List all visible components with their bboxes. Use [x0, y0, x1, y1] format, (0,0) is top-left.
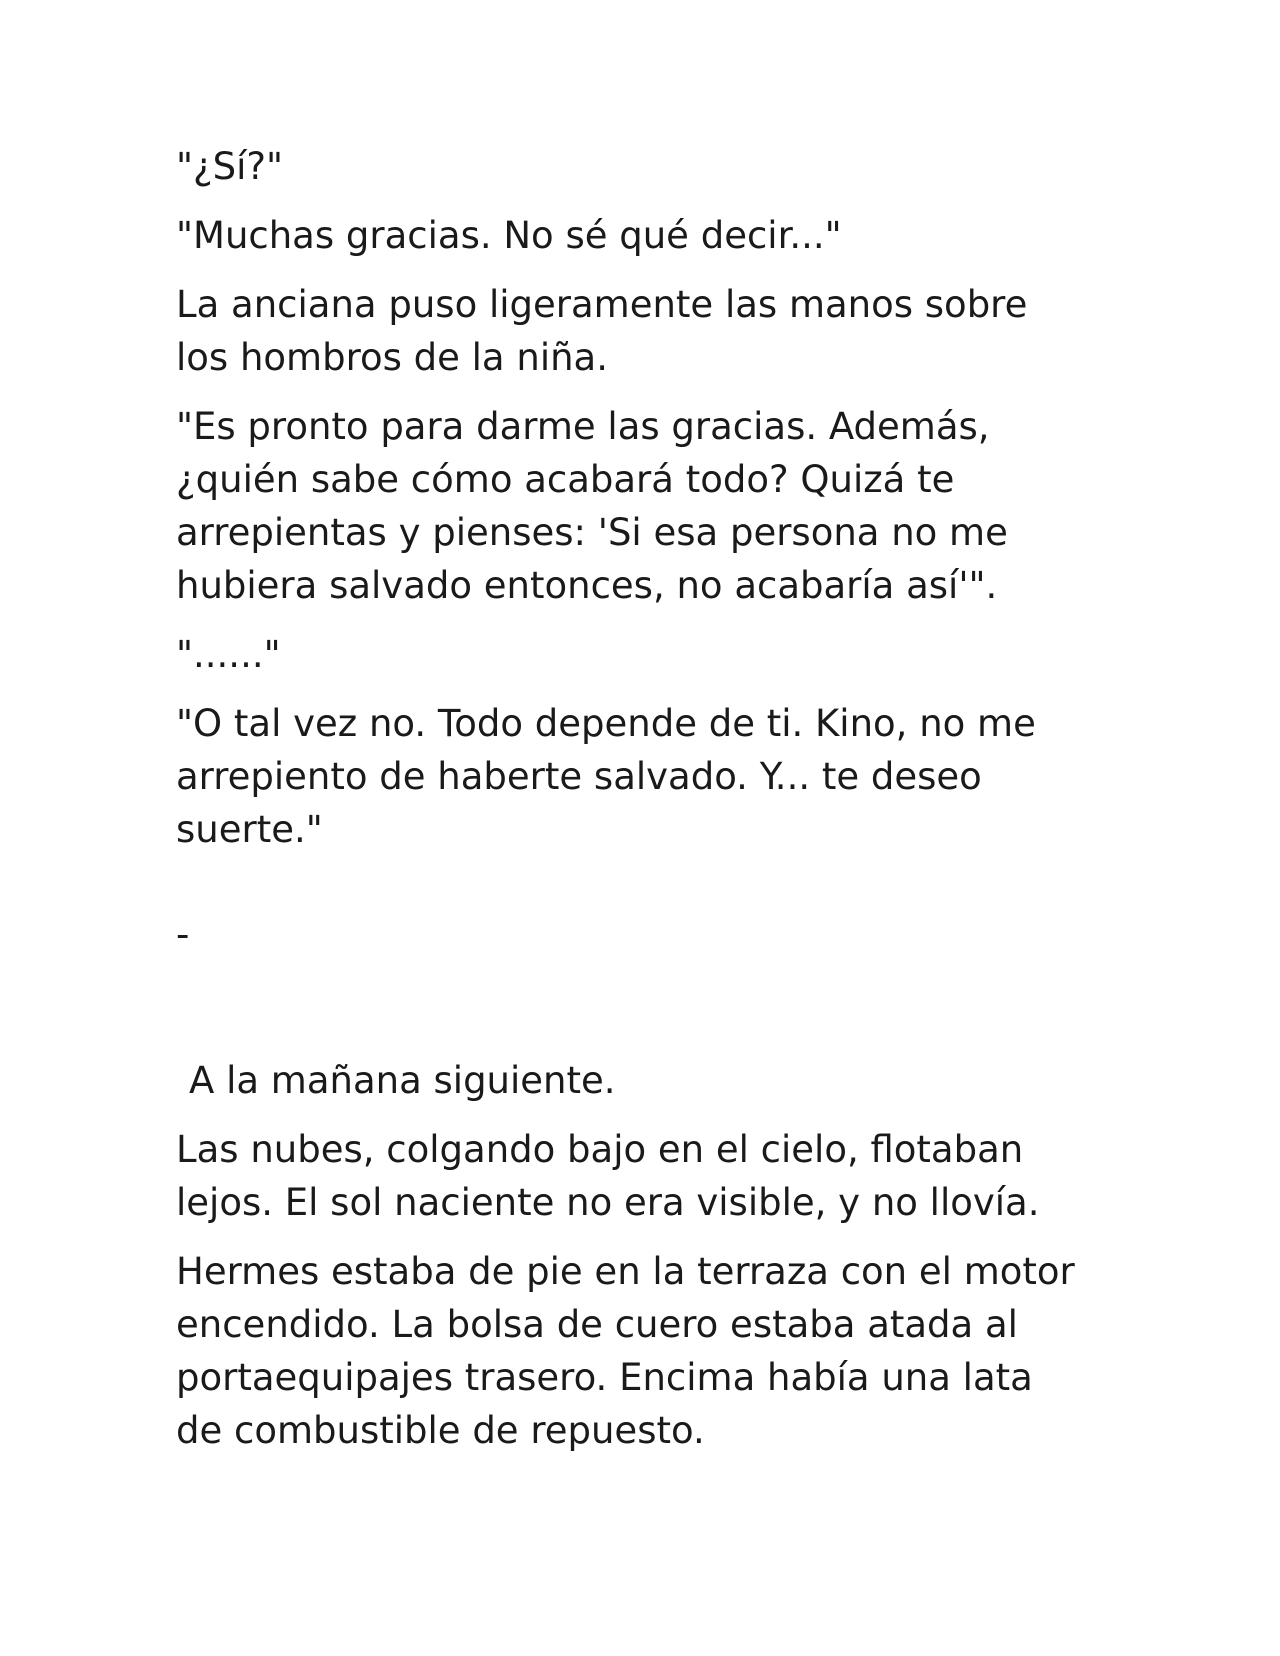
- paragraph: "¿Sí?": [176, 145, 284, 188]
- scene-separator: -: [176, 913, 190, 956]
- paragraph: Hermes estaba de pie en la terraza con el motor encendido. La bolsa de cuero estaba atada al portaequipajes trasero. Encima había una lata de combustible de repuesto.: [176, 1250, 1075, 1452]
- document-page: [176, 140, 1106, 1473]
- paragraph: "......": [176, 633, 281, 676]
- paragraph: "Muchas gracias. No sé qué decir...": [176, 214, 842, 257]
- paragraph: Las nubes, colgando bajo en el cielo, flotaban lejos. El sol naciente no era visible, y no llovía.: [176, 1128, 1040, 1224]
- paragraph: La anciana puso ligeramente las manos sobre los hombros de la niña.: [176, 283, 1028, 379]
- paragraph: "Es pronto para darme las gracias. Además, ¿quién sabe cómo acabará todo? Quizá te arrepientas y pienses: 'Si esa persona no me hubiera salvado entonces, no acabaría así'".: [176, 405, 1008, 607]
- paragraph: "O tal vez no. Todo depende de ti. Kino, no me arrepiento de haberte salvado. Y... te deseo suerte.": [176, 702, 1036, 851]
- scene-heading: A la mañana siguiente.: [189, 1059, 616, 1102]
